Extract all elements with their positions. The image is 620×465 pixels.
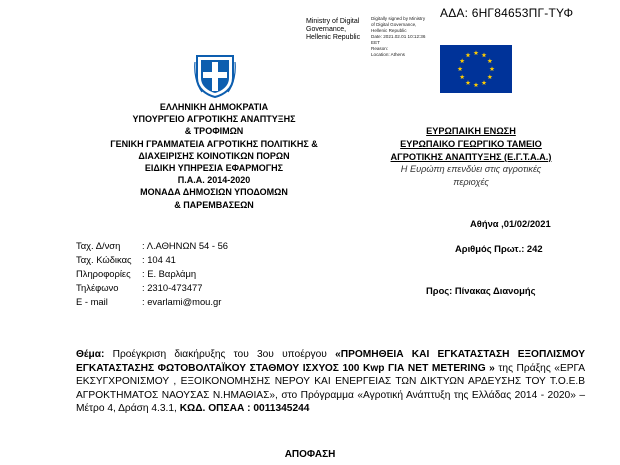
- signature-detail-line: Hellenic Republic: [371, 28, 407, 33]
- eu-slogan-line: Η Ευρώπη επενδύει στις αγροτικές: [400, 164, 542, 175]
- signature-detail-line: Location: Athens: [371, 52, 405, 57]
- protocol-number: Αριθμός Πρωτ.: 242: [455, 243, 543, 254]
- header-line: ΕΙΔΙΚΗ ΥΠΗΡΕΣΙΑ ΕΦΑΡΜΟΓΗΣ: [144, 163, 284, 174]
- header-line: ΓΕΝΙΚΗ ΓΡΑΜΜΑΤΕΙΑ ΑΓΡΟΤΙΚΗΣ ΠΟΛΙΤΙΚΗΣ &: [110, 138, 318, 149]
- subject-project-title: «ΠΡΟΜΗΘΕΙΑ ΚΑΙ ΕΓΚΑΤΑΣΤΑΣΗ ΕΞΟΠΛΙΣΜΟΥ ΕΓΚΑΤΑΣΤΑΣΗΣ ΦΩΤΟΒΟΛΤΑΪΚΟΥ ΣΤΑΘΜΟΥ ΙΣΧΥΟΣ 100 Kwp ΓΙΑ NET METERING »: [76, 349, 585, 374]
- contact-value: : Λ.ΑΘΗΝΩΝ 54 - 56: [142, 240, 229, 251]
- signature-org-line: Ministry of Digital: [306, 18, 360, 25]
- header-line: Π.Α.Α. 2014-2020: [177, 175, 251, 186]
- contact-value[interactable]: : evarlami@mou.gr: [142, 296, 222, 307]
- subject-label: Θέμα:: [76, 349, 105, 360]
- contact-label: Ταχ. Κώδικας: [76, 254, 132, 265]
- contact-label: E - mail: [76, 296, 108, 307]
- header-line: ΔΙΑΧΕΙΡΙΣΗΣ ΚΟΙΝΟΤΙΚΩΝ ΠΟΡΩΝ: [138, 150, 290, 161]
- eu-slogan-line: περιοχές: [453, 177, 489, 188]
- subject-paragraph: [76, 348, 585, 416]
- ada-code: ΑΔΑ: 6ΗΓ84653ΠΓ-ΤΥΦ: [440, 6, 574, 20]
- subject-text: Προέγκριση διακήρυξης του 3ου υποέργου: [104, 349, 336, 360]
- recipients: Προς: Πίνακας Διανομής: [426, 285, 536, 296]
- eu-header-line: ΑΓΡΟΤΙΚΗΣ ΑΝΑΠΤΥΞΗΣ (Ε.Γ.Τ.Α.Α.): [390, 151, 552, 162]
- decision-heading: ΑΠΟΦΑΣΗ: [284, 449, 336, 460]
- subject-code: ΚΩΔ. ΟΠΣΑΑ : 0011345244: [179, 403, 310, 415]
- ministry-header: [76, 101, 352, 211]
- contact-label: Τηλέφωνο: [76, 282, 119, 293]
- signature-org-line: Governance,: [306, 26, 347, 33]
- contact-label: Πληροφορίες: [76, 268, 131, 279]
- signature-detail-line: EET: [371, 40, 380, 45]
- header-line: & ΠΑΡΕΜΒΑΣΕΩΝ: [174, 199, 254, 210]
- digital-signature-details: [371, 16, 431, 58]
- header-line: ΕΛΛΗΝΙΚΗ ΔΗΜΟΚΡΑΤΙΑ: [159, 102, 269, 112]
- greek-coat-of-arms-icon: [194, 52, 236, 98]
- contact-value: : 2310-473477: [142, 282, 203, 293]
- contact-label: Ταχ. Δ/νση: [76, 240, 121, 251]
- eu-header-line: ΕΥΡΩΠΑΙΚΗ ΕΝΩΣΗ: [426, 126, 516, 136]
- header-line: ΜΟΝΑΔΑ ΔΗΜΟΣΙΩΝ ΥΠΟΔΟΜΩΝ: [140, 187, 288, 198]
- eu-fund-header: [360, 125, 582, 189]
- signature-org-line: Hellenic Republic: [306, 34, 361, 41]
- contact-value: : Ε. Βαρλάμη: [142, 268, 197, 279]
- signature-detail-line: of Digital Governance,: [371, 22, 417, 27]
- subject-text: της Πράξης «ΕΡΓΑ ΕΚΣΥΓΧΡΟΝΙΣΜΟΥ , ΕΞΟΙΚΟΝΟΜΗΣΗΣ ΝΕΡΟΥ ΚΑΙ ΕΝΕΡΓΕΙΑΣ ΤΩΝ ΔΙΚΤΥΩΝ ΑΡΔΕΥΣΗΣ ΤΟΥ Τ.Ο.Ε.Β ΑΓΡΟΚΤΗΜΑΤΟΣ ΝΑΟΥΣΑΣ Ν.ΗΜΑΘΙΑΣ», στο Πρόγραμμα «Αγροτική Ανάπτυξη της Ελλάδας 2014 - 2020» – Μέτρο 4, Δράση 4.3.1,: [76, 362, 586, 415]
- eu-flag-icon: [440, 45, 512, 93]
- eu-header-line: ΕΥΡΩΠΑΙΚΟ ΓΕΩΡΓΙΚΟ ΤΑΜΕΙΟ: [400, 138, 542, 149]
- signature-detail-line: Date: 2021.02.01 10:12:36: [371, 34, 426, 39]
- signature-detail-line: Reason:: [371, 46, 389, 51]
- document-date: Αθήνα ,01/02/2021: [470, 218, 551, 229]
- contact-value: : 104 41: [142, 254, 176, 265]
- header-line: & ΤΡΟΦΙΜΩΝ: [184, 126, 244, 137]
- header-line: ΥΠΟΥΡΓΕΙΟ ΑΓΡΟΤΙΚΗΣ ΑΝΑΠΤΥΞΗΣ: [132, 114, 296, 125]
- signature-detail-line: Digitally signed by Ministry: [371, 16, 426, 21]
- signature-organization: [306, 18, 368, 42]
